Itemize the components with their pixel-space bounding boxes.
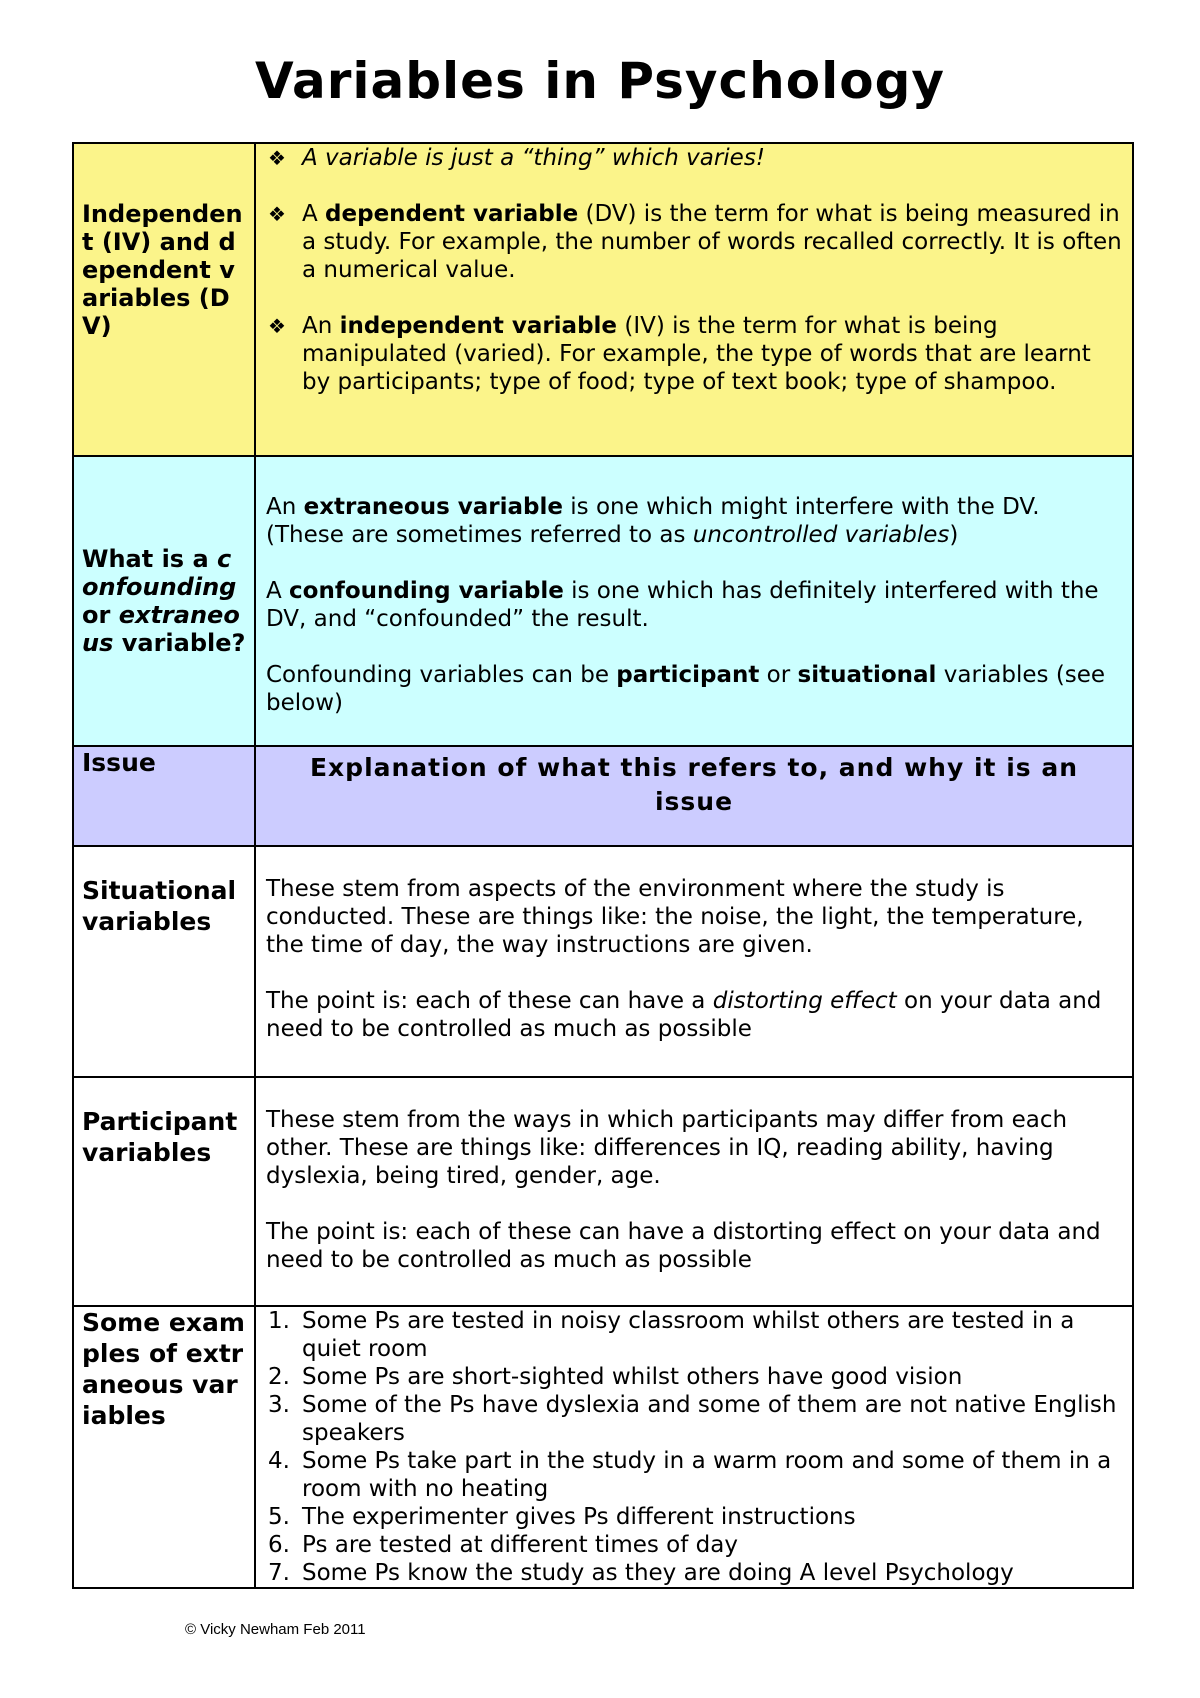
- confounding-paragraph: [266, 577, 1122, 633]
- text-run: An: [302, 313, 340, 339]
- issue-header-cell: [73, 746, 255, 846]
- text-run: is one which has definitely interfered with the DV, and “confounded” the result.: [266, 578, 1099, 632]
- text-run: participant: [616, 662, 760, 688]
- text-run: confounding: [82, 545, 237, 601]
- page-title: Variables in Psychology: [255, 52, 945, 110]
- diamond-bullet-icon: ❖: [268, 314, 286, 338]
- text-run: Confounding variables can be: [266, 662, 617, 688]
- situational-content-cell: [255, 846, 1133, 1077]
- list-number: 6.: [268, 1532, 290, 1558]
- types-paragraph: [266, 661, 1122, 717]
- row-participant: [73, 1077, 1133, 1306]
- text-run: is one which might interfere with the DV. (These are sometimes referred to as: [266, 494, 1040, 548]
- list-number: 1.: [268, 1308, 290, 1334]
- participant-point: The point is: each of these can have a distorting effect on your data and need to be controlled as much as possible: [266, 1219, 1101, 1273]
- text-run: variables (see below): [266, 662, 1106, 716]
- text-run: distorting effect: [712, 988, 897, 1014]
- text-run: uncontrolled variables: [692, 522, 950, 548]
- text-run: ): [949, 522, 959, 548]
- dv-term: dependent variable: [325, 201, 579, 227]
- list-text: Ps are tested at different times of day: [302, 1532, 738, 1558]
- diamond-bullet-icon: ❖: [268, 146, 286, 170]
- list-number: 4.: [268, 1448, 290, 1474]
- iv-dv-label-cell: [73, 143, 255, 456]
- row-header: [73, 746, 1133, 846]
- text-run: or: [82, 601, 119, 629]
- explanation-header-cell: [255, 746, 1133, 846]
- text-run: A: [266, 578, 290, 604]
- list-item: [266, 1391, 1122, 1447]
- list-text: Some Ps are short-sighted whilst others have good vision: [302, 1364, 963, 1390]
- situational-label-cell: [73, 846, 255, 1077]
- examples-list: [266, 1307, 1122, 1587]
- explanation-header: Explanation of what this refers to, and why it is an issue: [309, 753, 1079, 816]
- list-number: 7.: [268, 1560, 290, 1586]
- row-examples: [73, 1306, 1133, 1588]
- text-run: (DV) is the term for what is being measured in a study. For example, the number of words recalled correctly. It is often a numerical value.: [302, 201, 1122, 283]
- examples-label-cell: [73, 1306, 255, 1588]
- participant-content-cell: [255, 1077, 1133, 1306]
- iv-dv-content-cell: [255, 143, 1133, 456]
- variables-table: [72, 142, 1134, 1589]
- list-text: Some Ps know the study as they are doing A level Psychology: [302, 1560, 1014, 1586]
- list-text: The experimenter gives Ps different instructions: [302, 1504, 856, 1530]
- text-run: (IV) is the term for what is being manipulated (varied). For example, the type of words that are learnt by participants; type of food; type of text book; type of shampoo.: [302, 313, 1091, 395]
- bullet-item: [266, 312, 1122, 396]
- issue-header: Issue: [82, 748, 156, 777]
- confounding-label-cell: [73, 456, 255, 746]
- bullet-item: [266, 144, 1122, 172]
- text-run: situational: [797, 662, 937, 688]
- row-confounding: [73, 456, 1133, 746]
- text-run: extraneous variable: [303, 494, 563, 520]
- text-run: extraneous: [82, 601, 240, 657]
- list-item: [266, 1447, 1122, 1503]
- text-run: What is a: [82, 545, 217, 573]
- list-text: Some Ps take part in the study in a warm room and some of them in a room with no heating: [302, 1448, 1112, 1502]
- iv-dv-bullets: [266, 144, 1122, 396]
- list-item: [266, 1503, 1122, 1531]
- situational-paragraph: These stem from aspects of the environment where the study is conducted. These are things like: the noise, the light, the temperature, the time of day, the way instructions are given.: [266, 876, 1084, 958]
- iv-term: independent variable: [339, 313, 618, 339]
- text-run: on your data and need to be controlled as much as possible: [266, 988, 1102, 1042]
- list-item: [266, 1559, 1122, 1587]
- extraneous-paragraph: [266, 493, 1122, 549]
- text-run: A: [302, 201, 326, 227]
- list-item: [266, 1307, 1122, 1363]
- list-text: Some of the Ps have dyslexia and some of them are not native English speakers: [302, 1392, 1117, 1446]
- participant-label-cell: [73, 1077, 255, 1306]
- diamond-bullet-icon: ❖: [268, 202, 286, 226]
- row-iv-dv: [73, 143, 1133, 456]
- situational-label: Situational variables: [82, 876, 237, 936]
- text-run: An: [266, 494, 304, 520]
- list-item: [266, 1363, 1122, 1391]
- examples-label: Some examples of extraneous variables: [82, 1308, 245, 1430]
- text-run: The point is: each of these can have a: [266, 988, 713, 1014]
- text-run: confounding variable: [289, 578, 564, 604]
- list-text: Some Ps are tested in noisy classroom whilst others are tested in a quiet room: [302, 1308, 1075, 1362]
- list-number: 3.: [268, 1392, 290, 1418]
- confounding-content-cell: [255, 456, 1133, 746]
- iv-dv-label: Independent (IV) and dependent variables (DV): [82, 200, 243, 340]
- situational-point: [266, 987, 1122, 1043]
- list-number: 5.: [268, 1504, 290, 1530]
- list-item: [266, 1531, 1122, 1559]
- variable-definition: A variable is just a “thing” which varies!: [302, 145, 766, 171]
- examples-content-cell: [255, 1306, 1133, 1588]
- text-run: or: [759, 662, 798, 688]
- bullet-item: [266, 200, 1122, 284]
- participant-paragraph: These stem from the ways in which participants may differ from each other. These are things like: differences in IQ, reading ability, having dyslexia, being tired, gender, age.: [266, 1107, 1068, 1189]
- copyright-footer: © Vicky Newham Feb 2011: [185, 1621, 366, 1638]
- confounding-label: [74, 457, 254, 663]
- list-number: 2.: [268, 1364, 290, 1390]
- row-situational: [73, 846, 1133, 1077]
- text-run: variable?: [113, 629, 246, 657]
- participant-label: Participant variables: [82, 1107, 238, 1167]
